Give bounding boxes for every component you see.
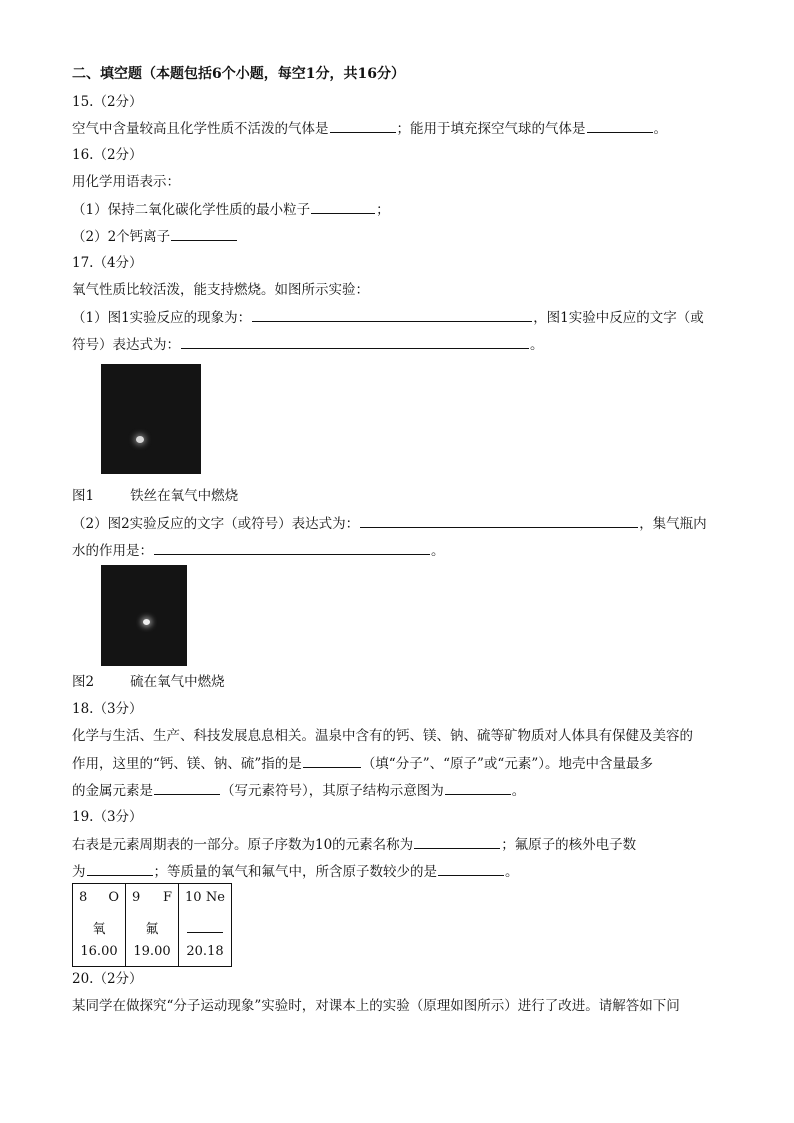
q17-part1-text-b: ，图1实验中反应的文字（或 [533,310,704,326]
element-symbol: Ne [205,890,225,905]
q19-line2-text-b: ；等质量的氧气和氟气中，所含原子数较少的是 [153,864,437,880]
q17-part1-text-c: 符号）表达式为： [72,337,180,353]
q17-heading: 17.（4分） [72,255,143,271]
q17-part2-text-b: ，集气瓶内 [639,516,707,532]
q19-line2 [72,861,519,882]
q20-line1: 某同学在做探究“分子运动现象”实验时，对课本上的实验（原理如图所示）进行了改进。请解答如下问 [72,998,680,1014]
q17-blank-3[interactable] [360,513,638,528]
element-cell-oxygen [73,884,126,967]
q19-heading: 19.（3分） [72,809,143,825]
q19-line2-text-a: 为 [72,864,86,880]
q15-text-b: ；能用于填充探空气球的气体是 [396,121,586,137]
q17-part2-text-c: 水的作用是： [72,543,153,559]
element-name-blank[interactable] [187,932,223,933]
q17-part1-text-d: 。 [530,337,544,353]
q18-line3-text-a: 的金属元素是 [72,783,153,799]
q17-blank-4[interactable] [154,540,430,555]
figure1-iron-burning-photo [101,364,201,474]
atomic-number: 10 [185,890,202,905]
q19-line1 [72,834,636,855]
figure1-label: 图1 [72,488,95,504]
flame-icon [143,619,150,625]
figure1-caption-text: 铁丝在氧气中燃烧 [130,488,239,504]
q17-blank-2[interactable] [181,334,529,349]
q20-heading: 20.（2分） [72,971,143,987]
element-cell-fluorine [126,884,179,967]
q17-blank-1[interactable] [252,307,532,322]
q18-line2-text-b: （填“分子”、“原子”或“元素”）。地壳中含量最多 [361,756,653,772]
figure2-caption [72,672,225,692]
q18-line3 [72,780,525,801]
element-name: 氟 [145,922,159,937]
q15-blank-1[interactable] [330,118,396,133]
q17-part1-line1 [72,307,704,328]
q19-blank-2[interactable] [87,861,153,876]
q19-line2-text-c: 。 [505,864,519,880]
q17-part1-text-a: （1）图1实验反应的现象为： [72,310,252,326]
q18-line1: 化学与生活、生产、科技发展息息相关。温泉中含有的钙、镁、钠、硫等矿物质对人体具有保健及美容的 [72,728,693,744]
q17-part2-text-d: 。 [431,543,445,559]
q19-blank-3[interactable] [438,861,504,876]
q15-text-a: 空气中含量较高且化学性质不活泼的气体是 [72,121,329,137]
element-symbol: O [108,890,119,905]
q18-heading: 18.（3分） [72,701,143,717]
q19-line1-text-a: 右表是元素周期表的一部分。原子序数为10的元素名称为 [72,837,414,853]
q15-text [72,118,667,139]
q18-blank-3[interactable] [445,780,511,795]
q18-blank-2[interactable] [154,780,220,795]
q17-intro: 氧气性质比较活泼，能支持燃烧。如图所示实验： [72,282,369,298]
q17-part2-text-a: （2）图2实验反应的文字（或符号）表达式为： [72,516,360,532]
element-name: 氧 [92,922,106,937]
q19-blank-1[interactable] [414,834,500,849]
q15-blank-2[interactable] [587,118,653,133]
q17-part1-line2 [72,334,544,355]
q15-heading: 15.（2分） [72,94,143,110]
q15-text-c: 。 [653,121,667,137]
section-title: 二、填空题（本题包括6个小题，每空1分，共16分） [72,66,405,82]
q17-part2-line1 [72,513,707,534]
q18-line2 [72,753,653,774]
q16-intro: 用化学用语表示： [72,174,180,190]
figure2-label: 图2 [72,674,95,690]
atomic-number: 9 [132,890,141,905]
periodic-table-fragment [72,883,232,967]
atomic-number: 8 [79,890,88,905]
q16-part2-text: （2）2个钙离子 [72,229,171,245]
q16-part2 [72,226,238,247]
q16-heading: 16.（2分） [72,147,143,163]
q16-part1-text: （1）保持二氧化碳化学性质的最小粒子 [72,202,311,218]
figure2-caption-text: 硫在氧气中燃烧 [130,674,225,690]
atomic-mass: 19.00 [133,944,171,959]
q17-part2-line2 [72,540,445,561]
figure2-sulfur-burning-photo [101,565,187,666]
element-cell-neon [179,884,232,967]
q16-part1-end: ； [376,202,390,218]
atomic-mass: 20.18 [186,944,224,959]
q19-line1-text-b: ；氟原子的核外电子数 [501,837,637,853]
figure1-caption [72,486,238,506]
q18-blank-1[interactable] [303,753,361,768]
q16-blank-2[interactable] [171,226,237,241]
q18-line2-text-a: 作用，这里的“钙、镁、钠、硫”指的是 [72,756,302,772]
q18-line3-text-c: 。 [511,783,526,799]
spark-icon [136,436,144,443]
atomic-mass: 16.00 [80,944,118,959]
element-symbol: F [162,890,172,905]
q16-part1 [72,199,390,220]
q18-line3-text-b: （写元素符号），其原子结构示意图为 [221,783,444,799]
q16-blank-1[interactable] [311,199,375,214]
